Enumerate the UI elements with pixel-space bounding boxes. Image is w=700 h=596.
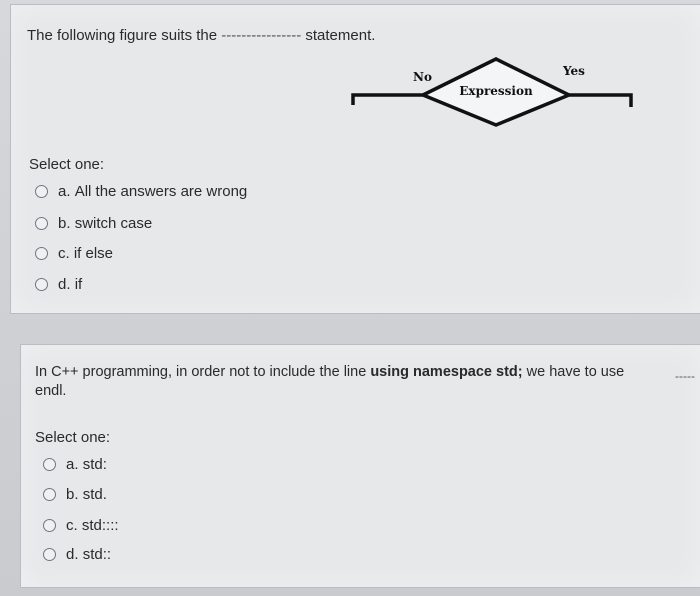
question-2-text-line2: endl. <box>35 383 67 399</box>
question-2-option-b[interactable] <box>43 486 107 503</box>
question-1-blank: ---------------- <box>221 27 302 44</box>
question-2-option-c[interactable] <box>43 517 119 534</box>
question-2-text-part2: we have to use <box>522 364 625 380</box>
radio-button[interactable] <box>43 519 56 532</box>
option-letter: d. <box>58 276 71 293</box>
question-1-select-label: Select one: <box>29 156 105 173</box>
option-letter: c. <box>66 517 78 534</box>
option-text: std. <box>82 486 107 503</box>
question-2-text-part1: In C++ programming, in order not to include the line <box>35 364 371 380</box>
question-2-blank: ----- <box>675 369 695 383</box>
option-text: std:::: <box>81 517 119 534</box>
question-1-text-before: The following figure suits the <box>27 27 218 44</box>
question-1-option-c[interactable] <box>35 245 113 262</box>
radio-button[interactable] <box>43 488 56 501</box>
option-letter: a. <box>66 456 79 473</box>
option-text: if <box>74 276 83 293</box>
question-card-1 <box>10 4 700 314</box>
option-letter: b. <box>58 215 71 232</box>
radio-button[interactable] <box>43 458 56 471</box>
question-2-option-a[interactable] <box>43 456 107 473</box>
question-2-text-bold: using namespace std; <box>370 364 523 380</box>
option-text: std: <box>82 456 107 473</box>
radio-button[interactable] <box>43 548 56 561</box>
option-text: switch case <box>74 215 153 232</box>
question-1-text <box>27 27 375 44</box>
radio-button[interactable] <box>35 217 48 230</box>
option-letter: c. <box>58 245 70 262</box>
question-1-text-after: statement. <box>305 27 376 44</box>
question-1-option-b[interactable] <box>35 215 152 232</box>
expression-label: Expression <box>459 84 533 98</box>
question-2-select-label: Select one: <box>35 429 111 446</box>
radio-button[interactable] <box>35 247 48 260</box>
option-text: All the answers are wrong <box>74 183 248 200</box>
no-label: No <box>413 70 432 84</box>
question-card-2 <box>20 344 700 588</box>
option-text: if else <box>73 245 114 262</box>
question-1-option-a[interactable] <box>35 183 247 200</box>
question-2-text <box>35 363 675 401</box>
flow-no-branch-line <box>353 95 423 105</box>
yes-label: Yes <box>563 64 585 78</box>
option-letter: a. <box>58 183 71 200</box>
flow-yes-branch-line <box>569 95 631 107</box>
question-1-option-d[interactable] <box>35 276 82 293</box>
decision-flowchart <box>341 53 641 133</box>
radio-button[interactable] <box>35 185 48 198</box>
option-text: std:: <box>82 546 112 563</box>
question-2-option-d[interactable] <box>43 546 111 563</box>
radio-button[interactable] <box>35 278 48 291</box>
option-letter: b. <box>66 486 79 503</box>
option-letter: d. <box>66 546 79 563</box>
